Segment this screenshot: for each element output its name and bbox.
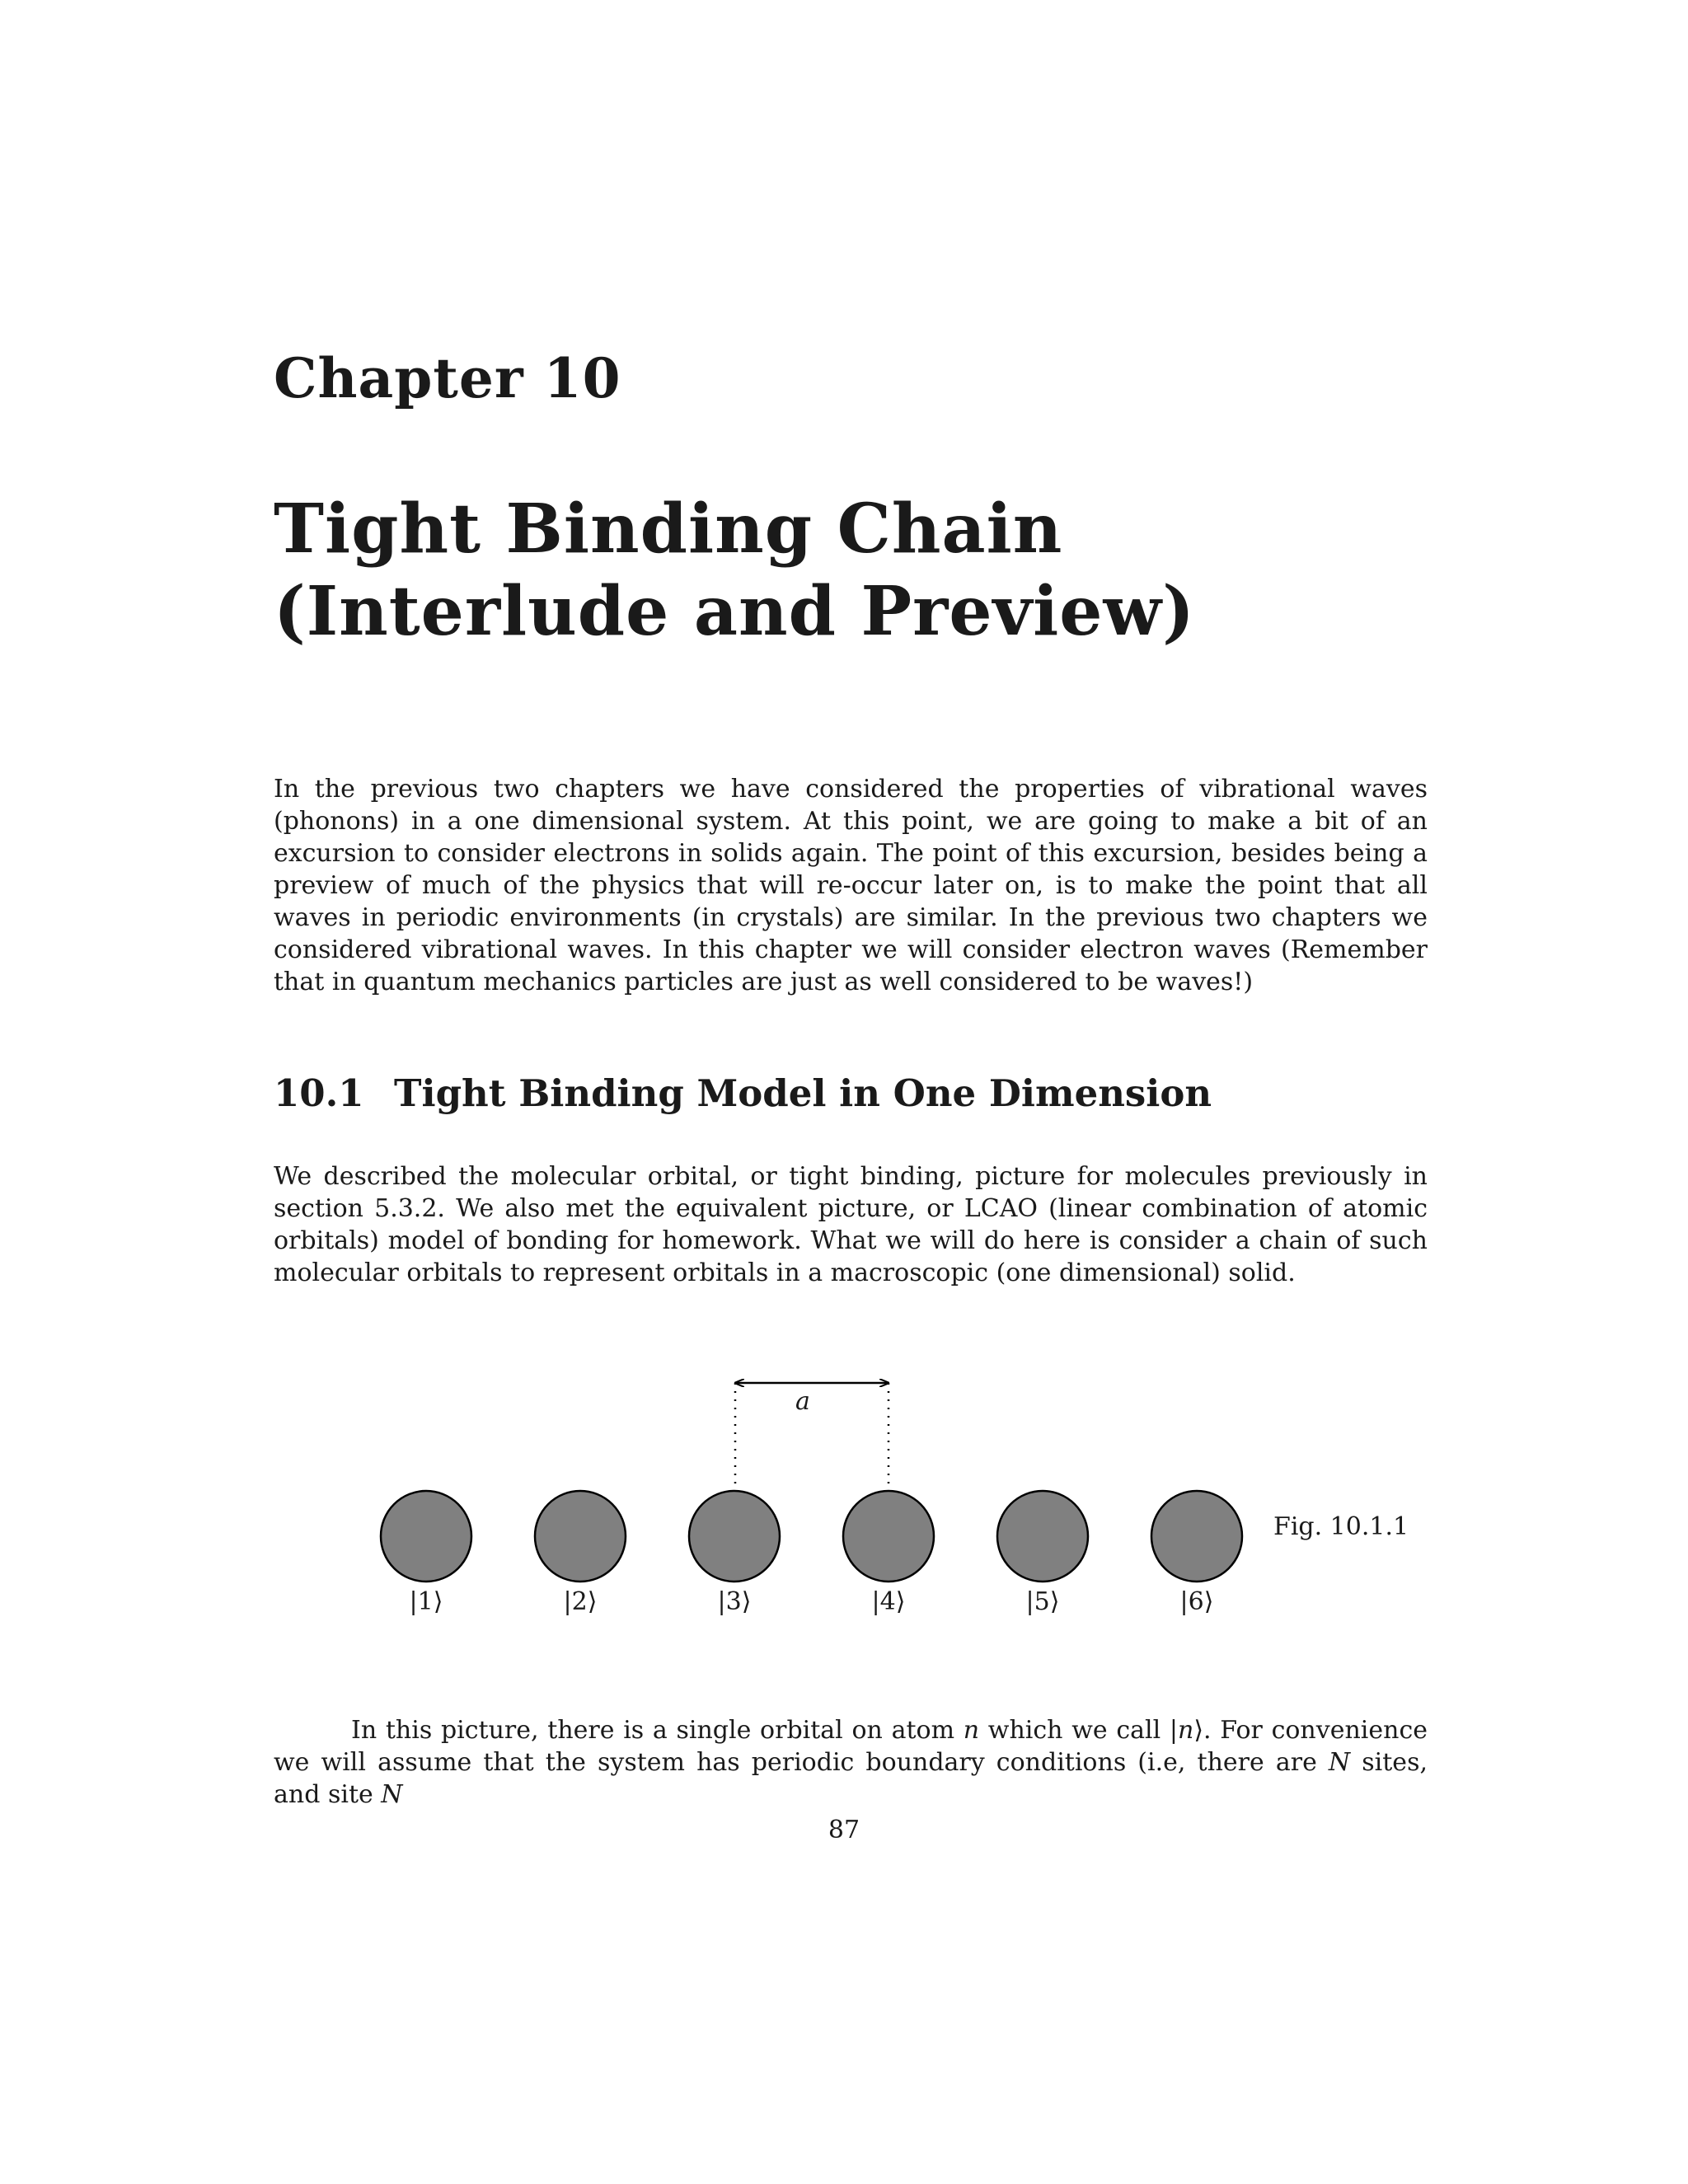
section-number: 10.1 xyxy=(274,1071,364,1115)
section-heading xyxy=(274,1071,1212,1115)
atom-4 xyxy=(843,1491,934,1582)
tight-binding-chain-figure xyxy=(0,1360,1688,1648)
atom-label-2: |2⟩ xyxy=(563,1587,598,1616)
atom-label-6: |6⟩ xyxy=(1179,1587,1214,1616)
atom-label-3: |3⟩ xyxy=(717,1587,752,1616)
last-paragraph: In this picture, there is a single orbital on atom n which we call |n⟩. For convenience we will assume that the system has periodic boundary conditions (i.e, there are N sites, and site N xyxy=(274,1716,1428,1809)
chapter-title: Tight Binding Chain (Interlude and Preview) xyxy=(274,490,1195,651)
atom-1 xyxy=(381,1491,471,1582)
figure-caption: Fig. 10.1.1 xyxy=(1273,1512,1409,1541)
atom-2 xyxy=(535,1491,626,1582)
atom-label-1: |1⟩ xyxy=(409,1587,443,1616)
atom-label-5: |5⟩ xyxy=(1025,1587,1060,1616)
atom-3 xyxy=(689,1491,780,1582)
chapter-label: Chapter 10 xyxy=(274,346,621,410)
page-number: 87 xyxy=(828,1816,860,1844)
spacing-label: a xyxy=(795,1387,810,1416)
atom-6 xyxy=(1151,1491,1242,1582)
section-paragraph: We described the molecular orbital, or tight binding, picture for molecules previously in section 5.3.2. We also met the equivalent picture, or LCAO (linear combination of atomic orbitals) model of bonding for homework. What we will do here is consider a chain of such molecular orbitals to represent orbitals in a macroscopic (one dimensional) solid. xyxy=(274,1162,1428,1287)
atom-5 xyxy=(997,1491,1088,1582)
intro-paragraph: In the previous two chapters we have considered the properties of vibrational waves (phonons) in a one dimensional system. At this point, we are going to make a bit of an excursion to consider electrons in solids again. The point of this excursion, besides being a preview of much of the physics that will re-occur later on, is to make the point that all waves in periodic environments (in crystals) are similar. In the previous two chapters we considered vibrational waves. In this chapter we will consider electron waves (Remember that in quantum mechanics particles are just as well considered to be waves!) xyxy=(274,775,1428,996)
section-title: Tight Binding Model in One Dimension xyxy=(394,1071,1212,1115)
atom-label-4: |4⟩ xyxy=(871,1587,906,1616)
